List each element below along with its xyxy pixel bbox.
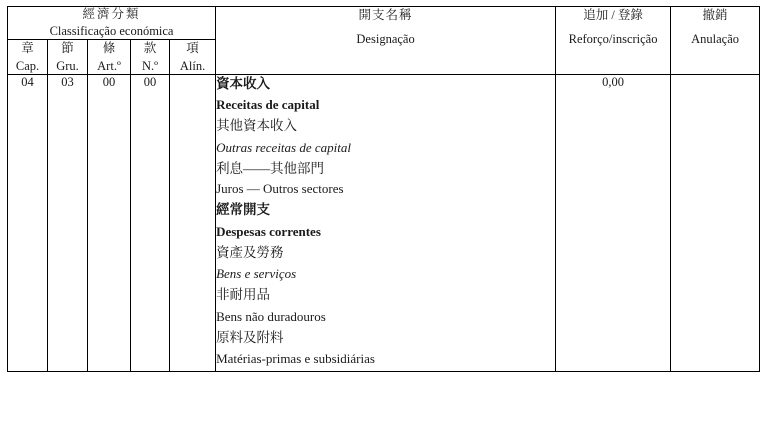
header-designation-pt: Designação [356, 31, 415, 46]
designation-line: 非耐用品 [216, 287, 271, 303]
header-cancellation-pt: Anulação [691, 31, 740, 46]
designation-line: 經常開支 [216, 202, 271, 218]
header-code-subitem-pt: Alín. [179, 58, 206, 73]
document-page [0, 6, 740, 435]
designation-line: 資本收入 [216, 75, 271, 91]
header-code-group-cn: 節 [61, 41, 74, 56]
header-code-number [131, 40, 170, 75]
header-economic-classification-cn: 經濟分類 [82, 7, 141, 21]
header-code-number-cn: 款 [143, 41, 157, 56]
header-code-chapter-cn: 章 [21, 41, 34, 56]
table-row [8, 74, 760, 372]
designation-line: Despesas correntes [216, 223, 321, 239]
header-code-subitem [170, 40, 216, 75]
header-designation [216, 7, 556, 75]
header-reinforcement-cn: 追加 / 登錄 [583, 8, 643, 22]
header-code-chapter-pt: Cap. [15, 58, 40, 73]
designation-line: Bens e serviços [216, 266, 297, 282]
header-reinforcement [556, 7, 671, 75]
header-designation-cn: 開支名稱 [358, 8, 413, 22]
header-code-article [88, 40, 131, 75]
cell-code-group: 03 [48, 74, 88, 372]
cell-code-article: 00 [88, 74, 131, 372]
header-code-group-pt: Gru. [56, 58, 79, 73]
designation-line: Outras receitas de capital [216, 139, 351, 155]
header-reinforcement-pt: Reforço/inscrição [568, 31, 658, 46]
header-code-article-pt: Art.º [97, 58, 121, 73]
table-header-row-1 [8, 7, 760, 40]
cell-code-subitem [170, 74, 216, 372]
header-code-chapter [8, 40, 48, 75]
designation-line: 利息——其他部門 [216, 160, 325, 176]
budget-table [7, 6, 760, 372]
header-code-subitem-cn: 項 [186, 41, 199, 56]
cell-cancellation-value [671, 74, 760, 372]
cell-reinforcement-value: 0,00 [556, 74, 671, 372]
designation-line: Receitas de capital [216, 97, 320, 113]
designation-line: Bens não duradouros [216, 308, 326, 324]
header-code-article-cn: 條 [102, 41, 116, 56]
header-code-number-pt: N.º [141, 58, 159, 73]
designation-line: Juros — Outros sectores [216, 181, 344, 197]
cell-code-chapter: 04 [8, 74, 48, 372]
cell-code-number: 00 [131, 74, 170, 372]
header-economic-classification-pt: Classificação económica [49, 23, 174, 38]
designation-line: 原料及附料 [216, 329, 284, 345]
designation-line: 其他資本收入 [216, 118, 298, 134]
designation-lines [216, 75, 555, 372]
header-code-group [48, 40, 88, 75]
header-cancellation-cn: 撤銷 [702, 8, 728, 22]
designation-line: Matérias-primas e subsidiárias [216, 351, 375, 367]
cell-designation [216, 74, 556, 372]
designation-line: 資產及勞務 [216, 244, 284, 260]
header-cancellation [671, 7, 760, 75]
header-economic-classification [8, 7, 216, 40]
